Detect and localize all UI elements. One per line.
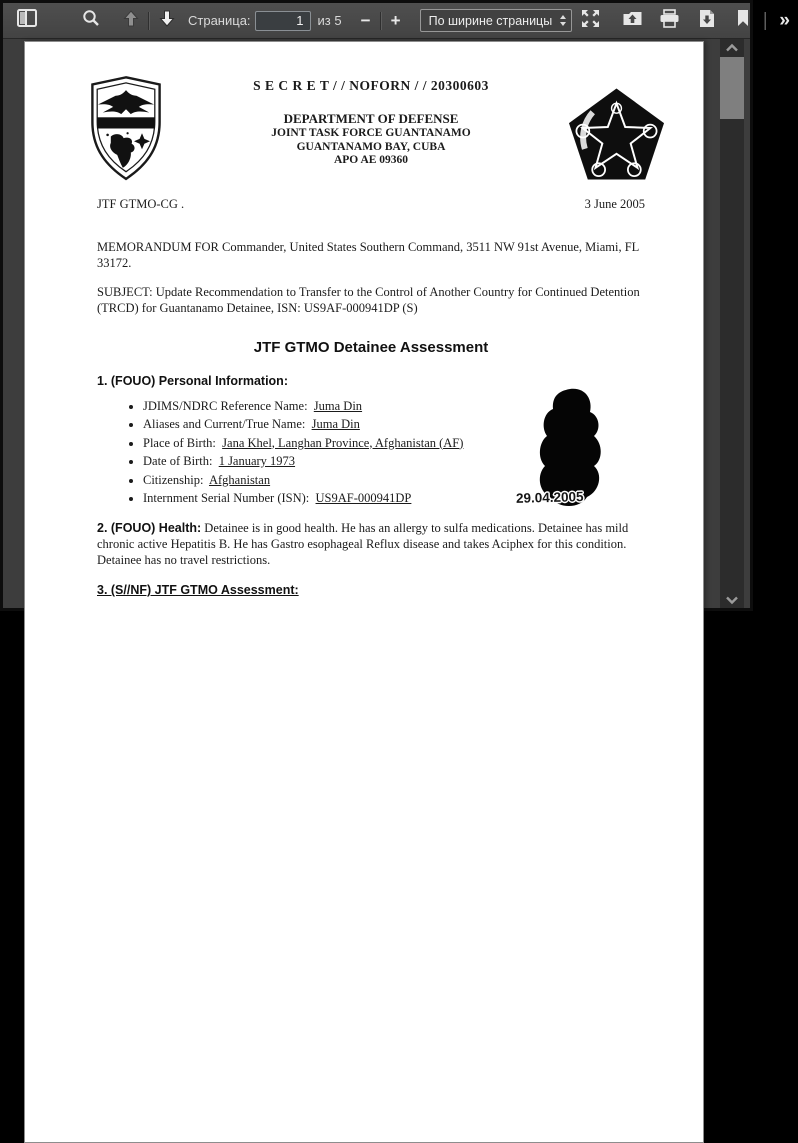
pdf-page xyxy=(24,41,704,1143)
next-page-button[interactable] xyxy=(154,8,180,34)
fact-value: Juma Din xyxy=(313,398,363,413)
toolbar xyxy=(3,3,790,39)
section3-heading: 3. (S//NF) JTF GTMO Assessment: xyxy=(97,583,299,597)
minus-icon: − xyxy=(360,11,371,30)
dept-header-line4: APO AE 09360 xyxy=(333,154,409,166)
print-button[interactable] xyxy=(657,8,683,34)
toolbar-divider xyxy=(148,12,150,30)
sidebar-icon xyxy=(17,9,37,32)
document-title: JTF GTMO Detainee Assessment xyxy=(253,338,489,356)
page-number-input[interactable] xyxy=(255,11,311,31)
fact-label: Citizenship: xyxy=(143,472,204,487)
download-button[interactable] xyxy=(694,8,720,34)
arrow-down-icon xyxy=(159,10,175,32)
dept-header-line3: GUANTANAMO BAY, CUBA xyxy=(296,140,446,153)
bookmark-button[interactable] xyxy=(730,8,756,34)
vertical-scrollbar[interactable] xyxy=(720,39,744,608)
fact-value: Juma Din xyxy=(311,417,360,431)
chevron-up-icon xyxy=(726,39,738,57)
search-icon xyxy=(82,9,100,32)
open-file-button[interactable] xyxy=(620,8,646,34)
download-icon xyxy=(698,9,716,33)
date-stamp: 29.04.2005 xyxy=(515,489,584,506)
subject-line: SUBJECT: Update Recommendation to Transfer to the Control of Another Country for Continued Detention (TRCD) for Guantanamo Detainee, ISN: US9AF-000941DP (S) xyxy=(97,284,640,315)
zoom-scale-select[interactable] xyxy=(420,9,572,32)
chevron-down-icon xyxy=(726,591,738,609)
zoom-scale-value: По ширине страницы xyxy=(428,13,553,28)
presentation-mode-button[interactable] xyxy=(578,8,604,34)
previous-page-button[interactable] xyxy=(118,8,144,34)
dept-header-line1: DEPARTMENT OF DEFENSE xyxy=(283,111,459,126)
select-spinner-icon xyxy=(559,14,567,27)
southcom-shield-emblem xyxy=(86,75,166,182)
dept-header-line2: JOINT TASK FORCE GUANTANAMO xyxy=(271,127,471,139)
find-button[interactable] xyxy=(78,8,104,34)
viewer-content xyxy=(3,39,750,608)
memorandum-line: MEMORANDUM FOR Commander, United States Southern Command, 3511 NW 91st Avenue, Miami, FL 33172. xyxy=(97,239,639,270)
scroll-down-button[interactable] xyxy=(720,591,744,608)
page-number-label: Страница: xyxy=(188,13,251,28)
fullscreen-arrows-icon xyxy=(581,9,600,33)
fact-label: Internment Serial Number (ISN): xyxy=(143,491,310,505)
fact-label: Place of Birth: xyxy=(143,435,216,450)
page-count-label: из 5 xyxy=(317,13,342,28)
open-file-icon xyxy=(622,9,643,32)
section1-heading: 1. (FOUO) Personal Information: xyxy=(97,373,288,388)
chevron-double-right-icon: » xyxy=(779,10,790,31)
more-tools-button[interactable] xyxy=(772,8,798,34)
fact-label: JDIMS/NDRC Reference Name: xyxy=(143,398,308,413)
toolbar-divider xyxy=(764,12,766,30)
arrow-up-icon xyxy=(123,10,139,32)
fact-label: Date of Birth: xyxy=(143,454,213,468)
classification-banner: S E C R E T / / NOFORN / / 20300603 xyxy=(253,78,489,93)
fact-value: Afghanistan xyxy=(208,472,271,487)
memo-date: 3 June 2005 xyxy=(584,196,645,211)
fact-label: Aliases and Current/True Name: xyxy=(143,417,306,431)
office-symbol: JTF GTMO-CG . xyxy=(97,196,185,211)
section2-text: Detainee is in good health. He has an allergy to sulfa medications. Detainee has mild chronic active Hepatitis B. He has Gastro esophageal Reflux disease and takes Aciphex for this condition. Detainee has no travel restrictions. xyxy=(97,521,629,567)
fact-value: US9AF-000941DP xyxy=(315,491,412,505)
zoom-out-button[interactable] xyxy=(356,8,376,34)
fact-value: Jana Khel, Langhan Province, Afghanistan (AF) xyxy=(222,435,464,450)
bookmark-icon xyxy=(736,9,750,32)
jtf-gtmo-pentagon-emblem xyxy=(567,85,666,184)
print-icon xyxy=(659,9,680,33)
scrollbar-thumb[interactable] xyxy=(720,57,744,119)
toolbar-divider xyxy=(380,12,382,30)
fact-value: 1 January 1973 xyxy=(218,454,296,468)
section2-paragraph xyxy=(97,520,645,568)
zoom-in-button[interactable] xyxy=(386,8,406,34)
plus-icon: + xyxy=(390,11,401,30)
scroll-up-button[interactable] xyxy=(720,39,744,56)
sidebar-toggle-button[interactable] xyxy=(14,8,40,34)
section2-heading: 2. (FOUO) Health: xyxy=(97,521,202,535)
